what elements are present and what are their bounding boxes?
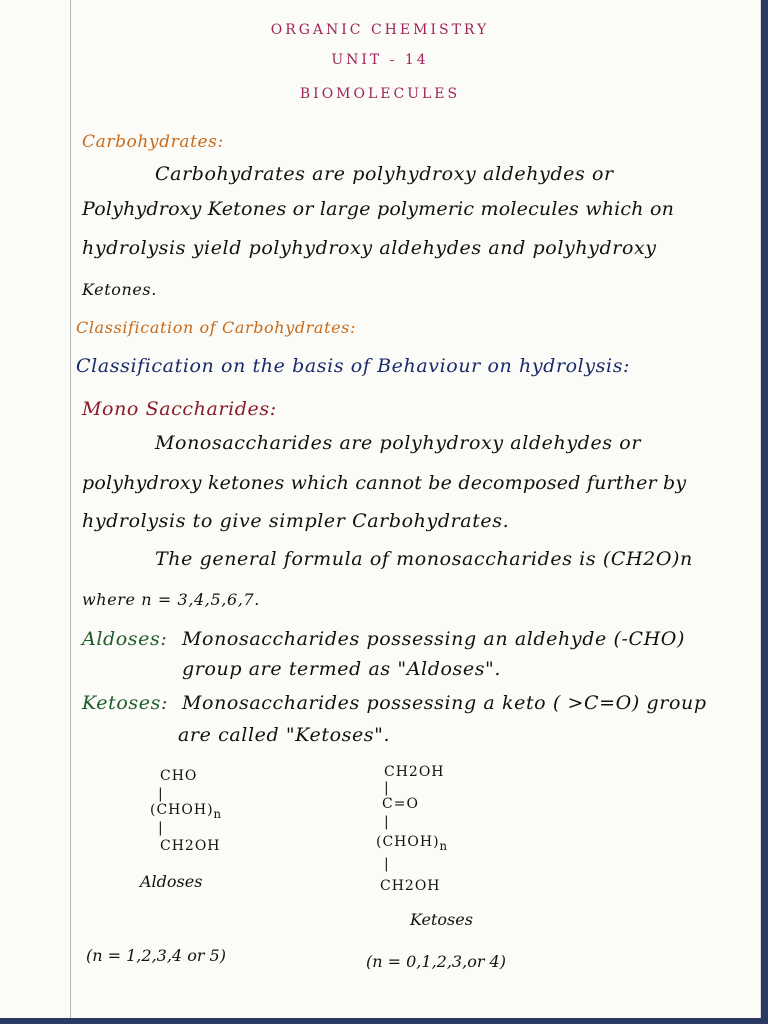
- header-unit: UNIT - 14: [331, 52, 429, 68]
- ketose-top: CH2OH: [384, 764, 445, 780]
- classification-subheading: Classification on the basis of Behaviour on hydrolysis:: [76, 355, 631, 377]
- monosaccharides-heading: Mono Saccharides:: [82, 398, 277, 420]
- carbohydrates-line-3: hydrolysis yield polyhydroxy aldehydes and polyhydroxy: [82, 237, 657, 259]
- aldose-chain-group: (CHOH): [150, 802, 214, 818]
- carbohydrates-line-1: Carbohydrates are polyhydroxy aldehydes or: [155, 163, 614, 185]
- ketose-chain-subscript: n: [439, 838, 449, 853]
- ketose-name: Ketoses: [410, 910, 473, 929]
- aldose-bottom: CH2OH: [160, 838, 221, 854]
- ketose-carbonyl: C=O: [382, 796, 419, 812]
- aldoses-line-1: Monosaccharides possessing an aldehyde (-CHO): [182, 628, 685, 650]
- ketose-n-range: (n = 0,1,2,3,or 4): [366, 952, 506, 971]
- ketose-bottom: CH2OH: [380, 878, 441, 894]
- header-subject: ORGANIC CHEMISTRY: [270, 22, 490, 38]
- aldoses-label: Aldoses:: [82, 628, 168, 650]
- ketose-chain-group: (CHOH): [376, 834, 440, 850]
- header-topic: BIOMOLECULES: [299, 86, 461, 102]
- aldoses-line-2: group are termed as "Aldoses".: [182, 658, 502, 680]
- ketoses-line-2: are called "Ketoses".: [178, 724, 391, 746]
- monosaccharides-line-3: hydrolysis to give simpler Carbohydrates.: [82, 510, 510, 532]
- monosaccharides-n-values: where n = 3,4,5,6,7.: [82, 590, 260, 609]
- ketose-bond-2: |: [384, 814, 390, 830]
- aldose-bond-2: |: [158, 820, 164, 836]
- carbohydrates-heading: Carbohydrates:: [82, 132, 224, 152]
- aldose-top: CHO: [160, 768, 198, 784]
- monosaccharides-formula: The general formula of monosaccharides is (CH2O)n: [155, 548, 693, 570]
- monosaccharides-line-1: Monosaccharides are polyhydroxy aldehydes or: [155, 432, 641, 454]
- monosaccharides-line-2: polyhydroxy ketones which cannot be decomposed further by: [82, 472, 687, 494]
- aldose-chain-subscript: n: [213, 806, 223, 821]
- carbohydrates-line-4: Ketones.: [82, 280, 157, 299]
- aldose-name: Aldoses: [140, 872, 203, 891]
- ketoses-label: Ketoses:: [82, 692, 168, 714]
- margin-line: [70, 0, 71, 1018]
- ketose-bond-3: |: [384, 856, 390, 872]
- aldose-n-range: (n = 1,2,3,4 or 5): [86, 946, 226, 965]
- carbohydrates-line-2: Polyhydroxy Ketones or large polymeric molecules which on: [82, 198, 675, 220]
- ketose-chain: [376, 834, 448, 853]
- ketose-bond-1: |: [384, 780, 390, 796]
- classification-heading: Classification of Carbohydrates:: [76, 318, 356, 337]
- aldose-bond-1: |: [158, 786, 164, 802]
- aldose-chain: [150, 802, 222, 821]
- ketoses-line-1: Monosaccharides possessing a keto ( >C=O) group: [182, 692, 707, 714]
